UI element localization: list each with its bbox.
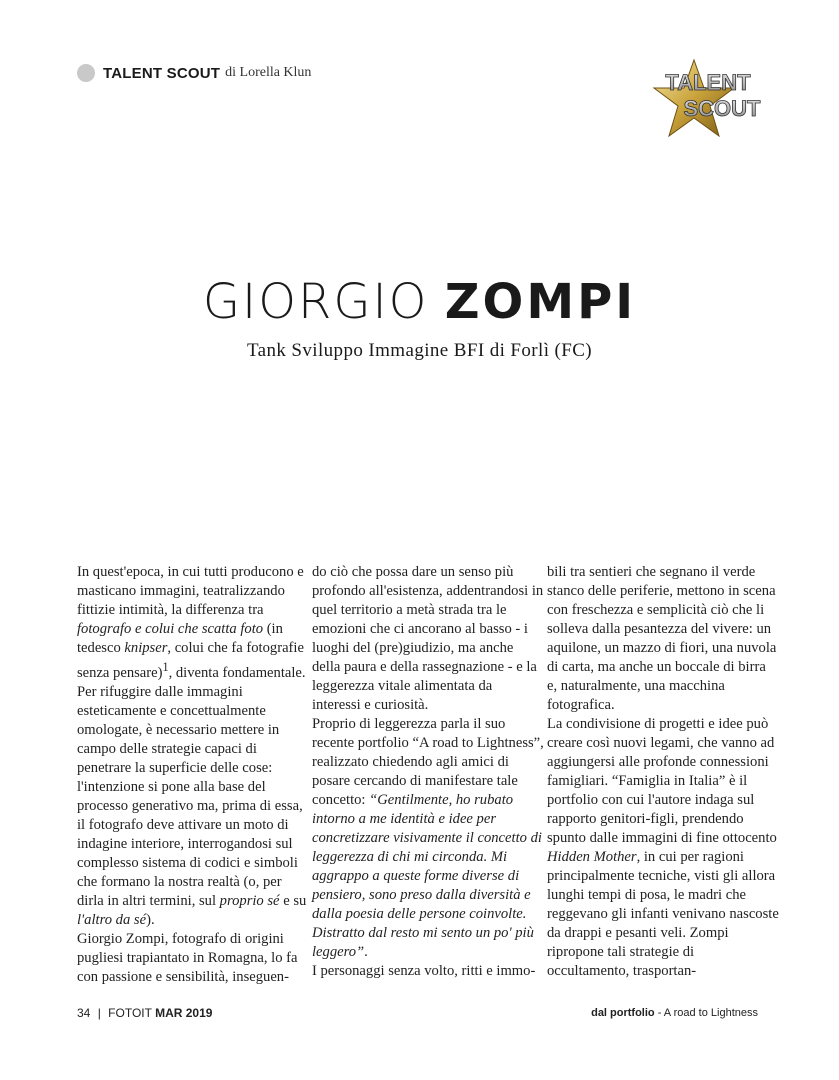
paragraph: Per rifuggire dalle immagini esteticamente e concettualmente omologate, è necessario mettere in campo delle strategie capaci di penetrare la superficie delle cose: l'intenzione si pone alla base del processo generativo ma, prima di essa, il fotografo deve attivare un moto di indagine interiore, interrogandosi sul complesso sistema di codici e simboli che formano la nostra realtà (o, per dirla in altri termini, sul proprio sé e su l'altro da sé). [77,683,307,928]
article-title [0,272,839,332]
logo-line1: TALENT [665,70,751,95]
title-last-name: ZOMPI [444,274,637,330]
page-footer-right [591,1007,758,1019]
author-byline: di Lorella Klun [225,65,312,80]
magazine-name: FOTOIT [108,1006,152,1020]
page-footer-left [77,1006,212,1020]
page-header [77,64,311,82]
paragraph: In quest'epoca, in cui tutti producono e masticano immagini, teatralizzando fittizie intimità, la differenza tra fotografo e colui che scatta foto (in tedesco knipser, colui che fa fotografie senza pensare)$^1$, diventa fondamentale. [77,564,306,681]
text-column-1 [77,563,309,987]
bullet-icon [77,64,95,82]
section-label: TALENT SCOUT [103,64,221,82]
paragraph: bili tra sentieri che segnano il verde stanco delle periferie, mettono in scena con freschezza e semplicità ciò che li solleva dalla pesantezza del vivere: un aquilone, un mazzo di fiori, una nuvola di carta, ma anche un boccale di birra e, naturalmente, una macchina fotografica. [547,564,777,713]
footer-section: dal portfolio [591,1007,655,1019]
talent-scout-logo [644,58,774,148]
paragraph: La condivisione di progetti e idee può creare così nuovi legami, che vanno ad aggiungersi alle profonde connessioni famigliari. “Famiglia in Italia” è il portfolio con cui l'autore indaga sul rapporto genitori-figli, prendendo spunto dalle immagini di fine ottocento Hidden Mother, in cui per ragioni principalmente tecniche, visti gli allora lunghi tempi di posa, le madri che reggevano gli infanti venivano nascoste da drappi e pesanti veli. Zompi ripropone tali strategie di occultamento, trasportan- [547,716,779,979]
logo-line2: SCOUT [683,96,761,121]
footer-separator: | [97,1006,101,1020]
paragraph: Proprio di leggerezza parla il suo recente portfolio “A road to Lightness”, realizzato chiedendo agli amici di posare cercando di manifestare tale concetto: “Gentilmente, ho rubato intorno a me identità e idee per concretizzare visivamente il concetto di leggerezza di chi mi circonda. Mi aggrappo a queste forme diverse di pensiero, sono preso dalla diversità e dalla poesia delle persone coinvolte. Distratto dal resto mi sento un po' più leggero”. [312,716,544,960]
title-first-name: GIORGIO [202,274,429,330]
issue-date: MAR 2019 [155,1006,213,1020]
article-subtitle: Tank Sviluppo Immagine BFI di Forlì (FC) [246,340,593,361]
page-number: 34 [77,1006,91,1020]
text-column-2 [312,563,544,981]
paragraph: do ciò che possa dare un senso più profondo all'esistenza, addentrandosi in quel territorio a metà strada tra le emozioni che ci ancorano al basso - i luoghi del (pre)giudizio, ma anche della paura e della rassegnazione - e la leggerezza vitale alimentata da interessi e curiosità. [312,564,544,713]
footer-article: - A road to Lightness [654,1007,758,1019]
paragraph: Giorgio Zompi, fotografo di origini pugliesi trapiantato in Romagna, lo fa con passione e sensibilità, inseguen- [77,930,298,985]
text-column-3 [547,563,779,981]
paragraph: I personaggi senza volto, ritti e immo- [312,963,536,979]
